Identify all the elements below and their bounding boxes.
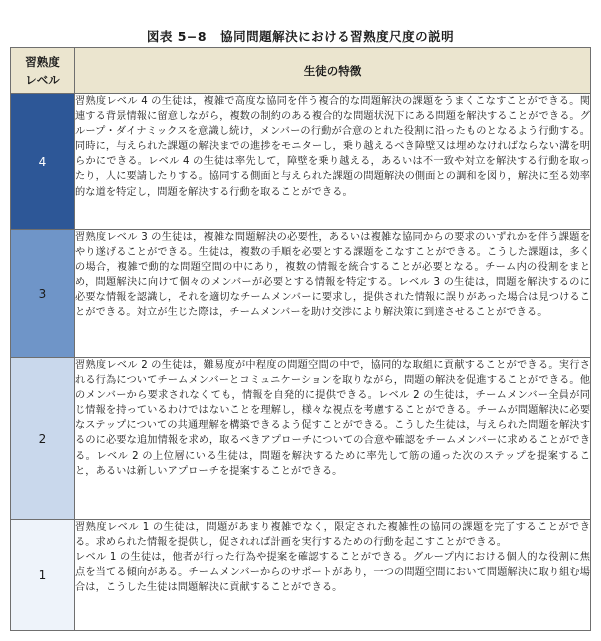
table-row-level-4: [11, 94, 591, 230]
level-cell: 3: [11, 230, 75, 358]
table-row-level-2: [11, 358, 591, 520]
description-cell: 習熟度レベル 1 の生徒は，問題があまり複雑でなく，限定された複雑性の協同の課題を完了することができる。求められた情報を提供し，促されれば計画を実行するための行動を起こすことができる。 レベル 1 の生徒は，他者が行った行為や提案を確認することができる。グループ内における個人的な役割に焦点を当てる傾向がある。チームメンバーからのサポートがあり，一つの問題空間において問題解決に取り組む場合は，こうした生徒は問題解決に貢献することができる。: [75, 520, 591, 631]
description-cell: 習熟度レベル 2 の生徒は，難易度が中程度の問題空間の中で，協同的な取組に貢献することができる。実行される行為についてチームメンバーとコミュニケーションを取りながら，問題の解決を促進することができる。他のメンバーから要求されなくても，情報を自発的に提供できる。レベル 2 の生徒は，チームメンバー全員が同じ情報を持っているわけではないことを理解し，様々な視点を考慮することができる。チームが問題解決に必要なステップについての共通理解を構築できるよう促すことができる。こうした生徒は，与えられた問題を解決するのに必要な追加情報を求め，取るべきアプローチについての合意や確認をチームメンバーに求めることができる。レベル 2 の上位層にいる生徒は，問題を解決するために率先して筋の通った次のステップを提案すること，あるいは新しいアプローチを提案することができる。: [75, 358, 591, 520]
level-cell: 1: [11, 520, 75, 631]
table-row-level-3: [11, 230, 591, 358]
proficiency-table: [10, 47, 591, 631]
level-cell: 2: [11, 358, 75, 520]
header-description: 生徒の特徴: [75, 48, 591, 94]
header-level-line2: レベル: [25, 72, 60, 87]
level-cell: 4: [11, 94, 75, 230]
description-cell: 習熟度レベル 3 の生徒は，複雑な問題解決の必要性，あるいは複雑な協同からの要求のいずれかを伴う課題をやり遂げることができる。生徒は，複数の手順を必要とする課題をこなすことができる。こうした課題は，多くの場合，複雑で動的な問題空間の中にあり，複数の情報を統合することが必要となる。チーム内の役割をまとめ，問題解決に向けて個々のメンバーが必要とする情報を特定する。レベル 3 の生徒は，問題を解決するのに必要な情報を認識し，それを適切なチームメンバーに要求し，提供された情報に誤りがあった場合は見つけることができる。対立が生じた際は，チームメンバーを助け交渉により解決策に到達させることができる。: [75, 230, 591, 358]
header-level-line1: 習熟度: [25, 54, 60, 69]
header-level: [11, 48, 75, 94]
table-row-level-1: [11, 520, 591, 631]
figure-title: 図表 5−8 協同問題解決における習熟度尺度の説明: [146, 29, 455, 44]
description-cell: 習熟度レベル 4 の生徒は，複雑で高度な協同を伴う複合的な問題解決の課題をうまくこなすことができる。関連する背景情報に留意しながら，複数の制約のある複合的な問題状況下にある問題を解決することができる。グループ・ダイナミックスを意識し続け，メンバーの行動が合意のとれた役割に沿ったものとなるよう行動する。同時に，与えられた課題の解決までの進捗をモニターし，乗り越えるべき障壁又は埋めなければならない溝を明らかにできる。レベル 4 の生徒は率先して，障壁を乗り越える，あるいは不一致や対立を解決する行動を取ったり，人に要請したりする。協同する側面と与えられた課題の問題解決の側面との調和を図り，解決に至る効率的な道を特定し，問題を解決する行動を取ることができる。: [75, 94, 591, 230]
table-header-row: [11, 48, 591, 94]
